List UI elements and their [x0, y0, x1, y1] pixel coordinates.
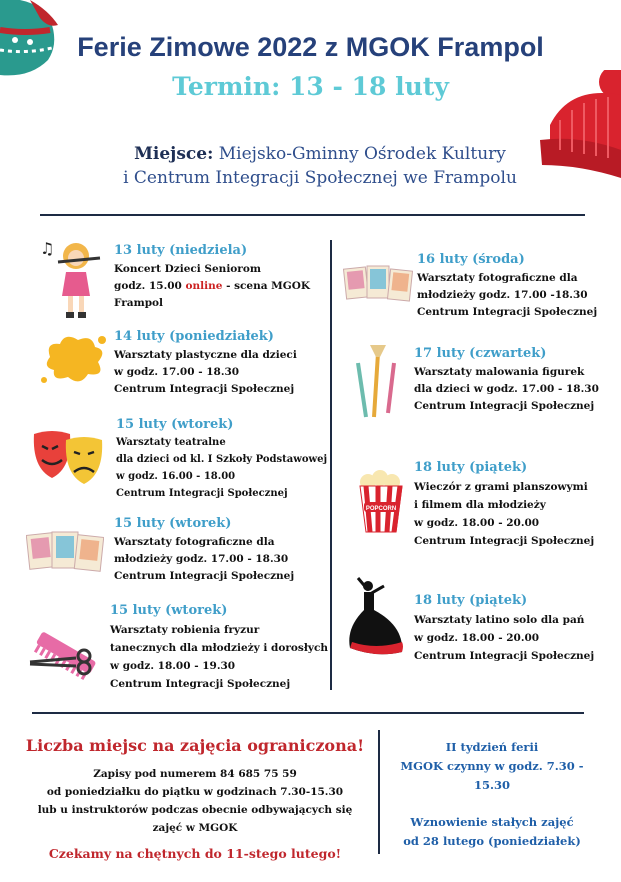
event-line: w godz. 18.00 - 20.00: [414, 517, 540, 529]
event-card: [114, 516, 294, 585]
popcorn-icon: [356, 470, 406, 534]
flute-girl-icon: [38, 236, 108, 321]
event-date: 13 luty (niedziela): [114, 243, 248, 258]
paint-splash-icon: [40, 332, 108, 387]
event-line: Centrum Integracji Społecznej: [414, 400, 595, 412]
event-date: 14 luty (poniedziałek): [114, 329, 274, 344]
event-card: [116, 417, 327, 502]
event-line: w godz. 18.00 - 20.00: [414, 632, 540, 644]
event-line: Centrum Integracji Społecznej: [110, 678, 291, 690]
event-line: Centrum Integracji Społecznej: [414, 650, 595, 662]
photos-icon: [343, 264, 413, 306]
signup-line: zajęć w MGOK: [152, 822, 238, 834]
resume-date: od 28 lutego (poniedziałek): [403, 834, 581, 848]
event-line: Warsztaty fotograficzne dla: [114, 536, 275, 548]
online-tag: online: [185, 280, 223, 292]
closing-message: Czekamy na chętnych do 11-stego lutego!: [48, 846, 342, 861]
theatre-masks-icon: [30, 428, 105, 490]
event-line: młodzieży godz. 17.00 - 18.30: [114, 553, 289, 565]
event-line: Warsztaty teatralne: [116, 437, 226, 448]
signup-line: lub u instruktorów podczas obecnie odbywających się: [37, 804, 353, 816]
comb-scissors-icon: [26, 628, 104, 683]
event-line: Warsztaty malowania figurek: [414, 366, 585, 378]
signup-info: [10, 765, 380, 837]
event-line: tanecznych dla młodzieży i dorosłych: [110, 642, 328, 654]
paintbrushes-icon: [352, 343, 402, 421]
event-line: Centrum Integracji Społecznej: [114, 570, 295, 582]
event-line: dla dzieci od kl. I Szkoły Podstawowej: [116, 454, 328, 465]
event-date: 18 luty (piątek): [414, 460, 528, 475]
photos-icon: [26, 530, 104, 578]
signup-line: od poniedziałku do piątku w godzinach 7.30-15.30: [46, 786, 344, 798]
venue-label: Miejsce:: [134, 144, 214, 164]
event-card: [414, 346, 599, 415]
term-dates: Termin: 13 - 18 luty: [172, 72, 449, 101]
event-line: Centrum Integracji Społecznej: [414, 535, 595, 547]
event-line: Centrum Integracji Społecznej: [417, 306, 598, 318]
event-date: 17 luty (czwartek): [414, 346, 547, 361]
flamenco-dancer-icon: [346, 576, 406, 658]
event-line: w godz. 16.00 - 18.00: [116, 471, 236, 482]
event-line: dla dzieci w godz. 17.00 - 18.30: [414, 383, 599, 395]
venue: [60, 142, 580, 190]
signup-line: Zapisy pod numerem 84 685 75 59: [93, 768, 297, 780]
event-card: [114, 243, 310, 312]
resume-title: Wznowienie stałych zajęć: [410, 815, 574, 829]
event-line: Koncert Dzieci Seniorom: [114, 263, 261, 275]
event-line: w godz. 18.00 - 19.30: [110, 660, 236, 672]
event-line: i filmem dla młodzieży: [414, 499, 546, 511]
opening-hours: MGOK czynny w godz. 7.30 - 15.30: [400, 759, 584, 792]
event-line: młodzieży godz. 17.00 -18.30: [417, 289, 588, 301]
event-line: Warsztaty fotograficzne dla: [417, 272, 578, 284]
limited-seats-warning: Liczba miejsc na zajęcia ograniczona!: [25, 736, 365, 755]
event-line: w godz. 17.00 - 18.30: [114, 366, 240, 378]
event-date: 18 luty (piątek): [414, 593, 528, 608]
event-date: 15 luty (wtorek): [110, 603, 228, 618]
svg-text:♫: ♫: [40, 239, 55, 258]
divider-top: [40, 214, 585, 216]
venue-line2: i Centrum Integracji Społecznej we Frampolu: [123, 168, 517, 188]
week-two-title: II tydzień ferii: [445, 740, 539, 754]
event-line: Centrum Integracji Społecznej: [116, 488, 288, 499]
event-card: [110, 603, 328, 693]
event-date: 16 luty (środa): [417, 252, 525, 267]
svg-text:POPCORN: POPCORN: [365, 506, 397, 512]
event-card: [114, 329, 297, 398]
event-line: Centrum Integracji Społecznej: [114, 383, 295, 395]
event-date: 15 luty (wtorek): [114, 516, 232, 531]
event-line: Warsztaty latino solo dla pań: [414, 614, 585, 626]
divider-bottom: [32, 712, 584, 714]
event-date: 15 luty (wtorek): [116, 417, 234, 432]
event-card: [414, 460, 594, 550]
event-line: Wieczór z grami planszowymi: [414, 481, 588, 493]
page-title: Ferie Zimowe 2022 z MGOK Frampol: [77, 32, 544, 62]
event-card: [414, 593, 594, 665]
venue-line1: Miejsko-Gminny Ośrodek Kultury: [218, 144, 506, 164]
event-venue: - scena MGOK: [222, 280, 311, 292]
event-line: Frampol: [114, 297, 164, 309]
event-card: [417, 252, 597, 321]
divider-vertical: [330, 240, 332, 690]
week-two-info: [382, 738, 602, 851]
event-time: godz. 15.00: [114, 280, 186, 292]
event-line: Warsztaty plastyczne dla dzieci: [114, 349, 297, 361]
event-line: Warsztaty robienia fryzur: [110, 624, 260, 636]
